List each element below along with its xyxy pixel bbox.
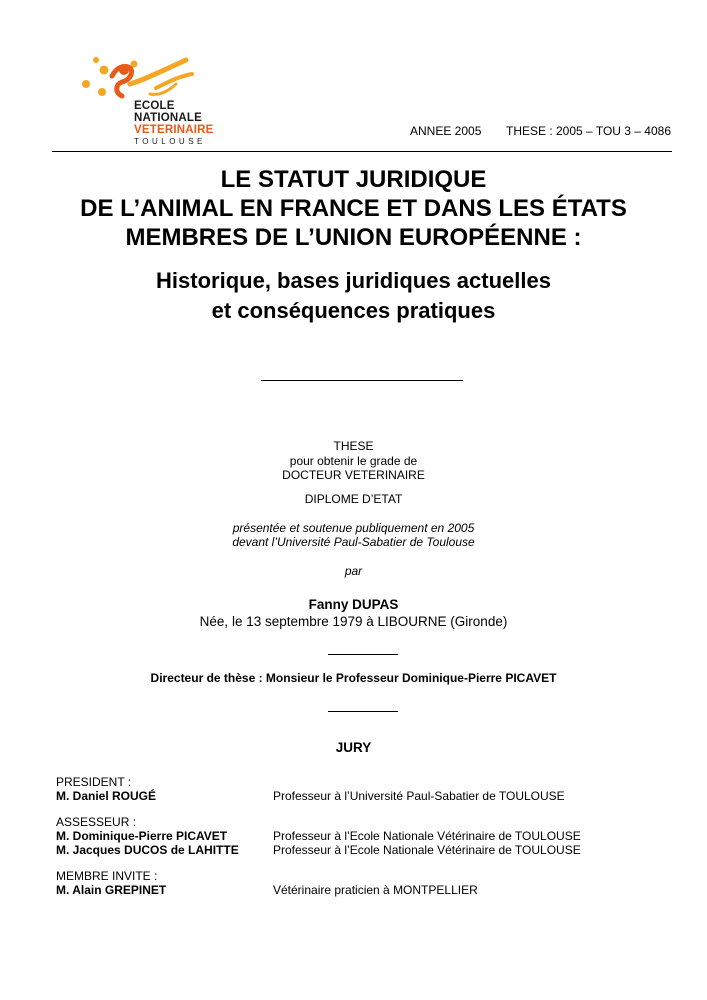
assesseur-1-role: Professeur à l’Ecole Nationale Vétérinaire de TOULOUSE [273,829,581,843]
title-line-1: LE STATUT JURIDIQUE [220,166,487,193]
president-role: Professeur à l’Université Paul-Sabatier de TOULOUSE [273,789,565,803]
title-line-3: MEMBRES DE L’UNION EUROPÉENNE : [125,224,582,251]
author-divider [328,654,398,655]
president-name: M. Daniel ROUGÉ [56,789,157,803]
logo-line-veterinaire: VETERINAIRE [134,124,214,136]
header-year: ANNEE 2005 [410,124,482,138]
par-line: par [344,564,363,578]
presented-line-2: devant l’Université Paul-Sabatier de Toulouse [232,535,475,549]
subtitle-line-1: Historique, bases juridiques actuelles [156,268,551,293]
invite-role: Vétérinaire praticien à MONTPELLIER [273,883,478,897]
jury-heading: JURY [335,740,372,755]
author-birth: Née, le 13 septembre 1979 à LIBOURNE (Gironde) [199,614,508,629]
assesseur-1-name: M. Dominique-Pierre PICAVET [56,829,228,843]
school-logo [64,40,214,155]
logo-line-toulouse: TOULOUSE [134,137,206,146]
assesseur-2-role: Professeur à l’Ecole Nationale Vétérinaire de TOULOUSE [273,843,581,857]
these-label: THESE [333,439,374,453]
header-thesis-code: THESE : 2005 – TOU 3 – 4086 [506,124,671,138]
logo-line-nationale: NATIONALE [134,112,203,124]
grade-line: pour obtenir le grade de [289,454,418,468]
header-divider [52,151,672,152]
title-divider [261,380,463,381]
degree-line: DOCTEUR VETERINAIRE [282,468,425,482]
assesseur-2-name: M. Jacques DUCOS de LAHITTE [56,843,239,857]
assesseur-label: ASSESSEUR : [56,815,137,829]
director-divider [328,711,398,712]
author-name: Fanny DUPAS [308,597,399,612]
president-label: PRESIDENT : [56,775,132,789]
presented-line-1: présentée et soutenue publiquement en 2005 [232,521,475,535]
thesis-director: Directeur de thèse : Monsieur le Professeur Dominique-Pierre PICAVET [150,671,557,685]
subtitle-line-2: et conséquences pratiques [211,298,496,323]
logo-text [134,100,214,147]
invite-label: MEMBRE INVITE : [56,869,158,883]
invite-name: M. Alain GREPINET [56,883,167,897]
logo-line-ecole: ECOLE [134,100,175,112]
title-line-2: DE L’ANIMAL EN FRANCE ET DANS LES ÉTATS [80,195,627,222]
diplome-line: DIPLOME D’ETAT [304,492,403,506]
